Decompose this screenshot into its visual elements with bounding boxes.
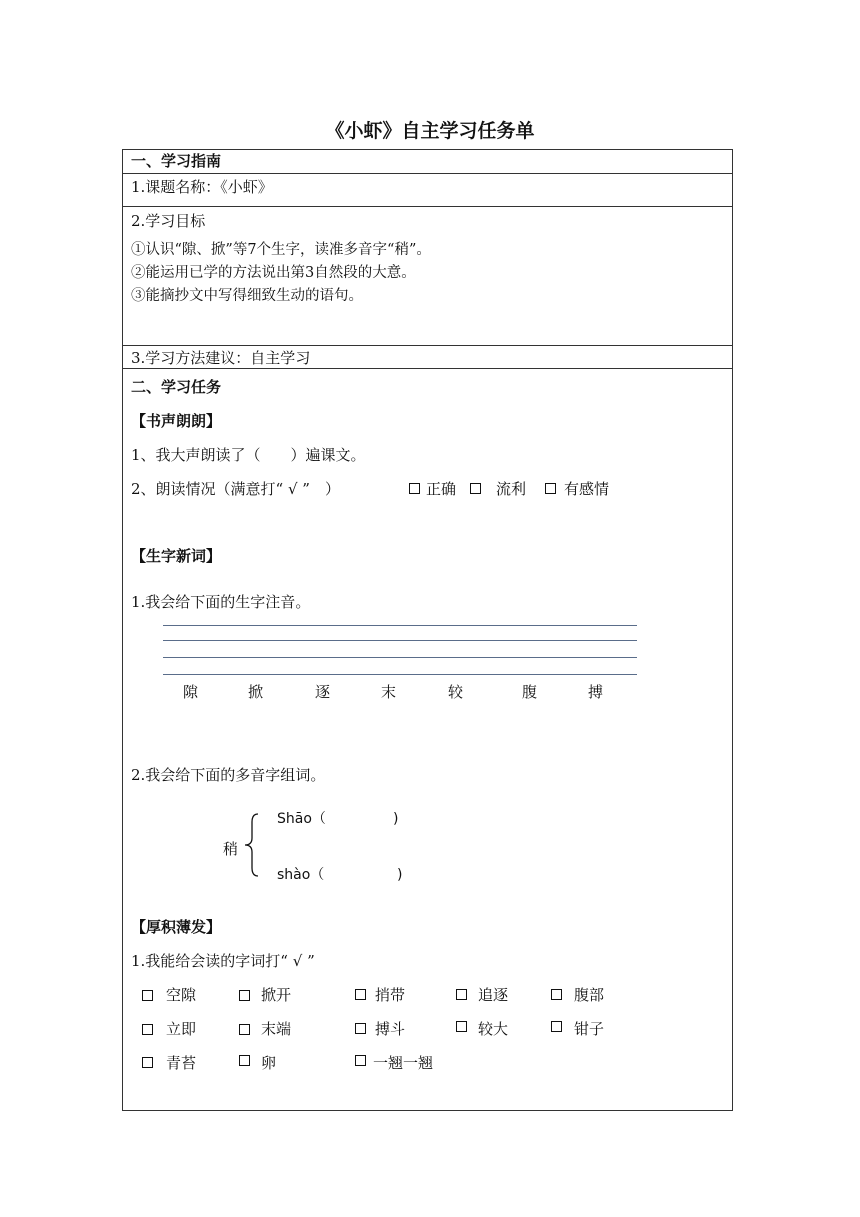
pinyin-writing-line [163,640,637,641]
word-checkbox[interactable] [142,1057,153,1068]
accumulate-heading: 【厚积薄发】 [131,918,222,936]
word-label: 腹部 [574,986,605,1004]
word-checkbox[interactable] [355,989,366,1000]
goal-item: ②能运用已学的方法说出第3自然段的大意。 [131,265,416,281]
word-checkbox[interactable] [239,1055,250,1066]
word-checkbox[interactable] [239,1024,250,1035]
word-label: 捎带 [375,986,406,1004]
new-char: 腹 [522,683,538,701]
table-divider [123,368,732,369]
section2-heading: 二、学习任务 [131,378,222,396]
reading-count-item: 1、我大声朗读了（ ）遍课文。 [131,446,366,464]
word-label: 钳子 [574,1020,605,1038]
word-label: 立即 [166,1020,197,1038]
topic-name: 1.课题名称：《小虾》 [131,178,273,196]
pinyin-prompt: 1.我会给下面的生字注音。 [131,593,311,611]
new-char: 较 [448,683,464,701]
word-label: 较大 [478,1020,509,1038]
word-label: 空隙 [166,986,197,1004]
section1-heading: 一、学习指南 [131,152,222,170]
close-paren: ) [393,811,399,827]
polyphone-prompt: 2.我会给下面的多音字组词。 [131,766,326,784]
checkbox-correct[interactable] [409,483,420,494]
reading-shao1: Shāo（ [277,811,326,827]
word-label: 末端 [261,1020,292,1038]
word-label: 卵 [261,1054,277,1072]
goal-item: ①认识“隙、掀”等7个生字，读准多音字“稍”。 [131,242,431,258]
word-label: 青苔 [166,1054,197,1072]
word-checkbox[interactable] [456,1021,467,1032]
close-paren: ) [397,867,403,883]
word-checkbox[interactable] [355,1055,366,1066]
goal-item: ③能摘抄文中写得细致生动的语句。 [131,288,363,304]
word-checkbox[interactable] [551,1021,562,1032]
checkbox-fluent[interactable] [470,483,481,494]
new-char: 隙 [183,683,199,701]
word-checkbox[interactable] [456,989,467,1000]
word-label: 搏斗 [375,1020,406,1038]
reading-shao4: shào（ [277,867,325,883]
reading-status-item: 2、朗读情况（满意打“ √ ” ） [131,480,340,498]
new-char: 末 [381,683,397,701]
new-words-heading: 【生字新词】 [131,547,222,565]
pinyin-writing-line [163,674,637,675]
method-suggestion: 3.学习方法建议：自主学习 [131,349,311,367]
reading-heading: 【书声朗朗】 [131,412,222,430]
word-checkbox[interactable] [142,990,153,1001]
word-checkbox[interactable] [142,1024,153,1035]
table-divider [123,206,732,207]
table-divider [123,345,732,346]
goals-heading: 2.学习目标 [131,212,206,230]
page-title: 《小虾》自主学习任务单 [325,120,535,142]
table-divider [123,173,732,174]
word-checkbox[interactable] [355,1023,366,1034]
new-char: 掀 [248,683,264,701]
option-label: 流利 [496,480,527,498]
pinyin-writing-line [163,625,637,626]
task-sheet-table [122,149,733,1111]
word-label: 掀开 [261,986,292,1004]
word-checkbox[interactable] [551,989,562,1000]
checkbox-expressive[interactable] [545,483,556,494]
word-label: 一翘一翘 [373,1054,434,1072]
new-char: 搏 [588,683,604,701]
word-label: 追逐 [478,986,509,1004]
option-label: 正确 [426,480,457,498]
word-checkbox[interactable] [239,990,250,1001]
option-label: 有感情 [564,480,610,498]
new-char: 逐 [315,683,331,701]
pinyin-writing-line [163,657,637,658]
curly-brace-icon [242,810,264,880]
accumulate-prompt: 1.我能给会读的字词打“ √ ” [131,952,315,970]
polyphone-char: 稍 [223,840,239,858]
